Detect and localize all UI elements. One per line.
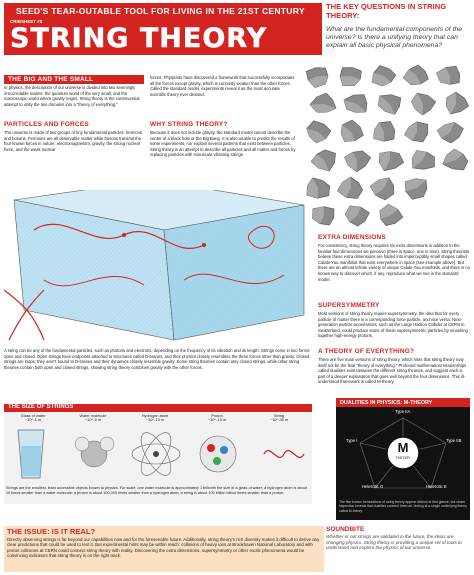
issue-panel (4, 526, 324, 572)
duality-type-4: Heterotic E (426, 484, 447, 489)
duality-type-1: Type IIA (395, 409, 411, 414)
big-and-small-text-2: forces. Physicists have discovered a framework that successfully incorporates all the forces except gravity, which is curiously weaker than the other forces. Called the standard model, experiments reveal it as the most accurate scientific theory ever devised. (150, 75, 295, 97)
extra-dimensions-heading: EXTRA DIMENSIONS (318, 234, 386, 241)
theory-everything-text: There are five main versions of string theory, which hints that string theory may itself not be the final "theory of everything." Profound mathematical relationships called dualities exist between the different string theories, and suggest each is part of a deeper explanation that goes well beyond the four dimensions. This ill-understood framework is called M-theory. (318, 357, 467, 385)
m-theory-letter: M (397, 440, 409, 455)
issue-heading: THE ISSUE: IS IT REAL? (7, 527, 96, 536)
page-title: STRING THEORY (10, 23, 268, 54)
particles-forces-heading: PARTICLES AND FORCES (4, 121, 89, 128)
size-item-2: Water molecule ~10^-9 m (79, 413, 107, 423)
supersymmetry-heading: SUPERSYMMETRY (318, 302, 380, 309)
extra-dimensions-text: For consistency, string theory requires six extra dimensions in addition to the familiar four dimensions we perceive (three in space, one in time). String theorists believe these extra dimensions are folded into imperceptibly small shapes called Calabi-Yau manifolds that exist everywhere in space (see example above). But there are an almost infinite variety of unique Calabi-Yau manifolds, and there is no known way to discover which, if any, reproduce what we see in the standard model. (318, 243, 470, 282)
size-of-strings-bar (4, 404, 312, 412)
why-string-heading: WHY STRING THEORY? (150, 121, 228, 128)
size-of-strings-panel (4, 412, 312, 504)
soundbite-text: Whether or not strings are validated in the future, the ideas are changing physics. String theory is providing a unique set of tools to understand and explore the physics of our universe. (326, 534, 462, 551)
why-string-text: Because it does not include gravity, the standard model cannot describe the center of a black hole or the Big Bang. It is also unable to predict the results of some experiments, nor explain several patterns that exist between particles. String theory is an attempt to describe all particles and all matter and forces by replacing particles with minuscule vibrating strings. (150, 130, 296, 158)
key-questions-heading: THE KEY QUESTIONS IN STRING THEORY: (326, 2, 447, 20)
m-theory-sub: THEORY (395, 456, 411, 460)
calabi-yau-manifolds-illustration (300, 60, 472, 230)
main-caption: A string can be any of the fundamental particles, such as photons and electrons, depending on the frequency of its vibration and its length. Strings come in two forms: open and closed. Open strings have endpoints attached to structures called D-branes, and their physics closely resembles the three forces other than gravity. Closed strings are loops; they aren't bound to D-branes and their dynamics closely resemble gravity. Some string theories contain only closed strings, while other string theories contain both open and closed strings, showing string theory combines gravity with the other forces. (4, 348, 311, 370)
size-item-1: Glass of water ~10^-1 m (20, 413, 46, 423)
theory-everything-heading: A THEORY OF EVERYTHING? (318, 348, 415, 355)
dualities-caption: The five known formulations of string theory appear distinct at first glance, but closer inspection reveals that dualities connect them all, hinting at a single underlying theory called M-theory. (339, 500, 467, 513)
supersymmetry-text: Most versions of string theory require supersymmetry, the idea that for every particle of matter there is a corresponding force particle, and vice versa. Next-generation particle accelerators, such as the Large Hadron Collider at CERN in Switzerland, could produce some of these supersymmetric particles by smashing together high-energy protons. (318, 311, 468, 339)
size-footnote: Strings are the smallest, least accessible objects known to physics. For scale, one water molecule is approximately 1 billionth the size of a glass of water; a hydrogen atom is about 10 times smaller than a water molecule; a proton is about 100,000 times smaller than a hydrogen atom; a string is about 100 billion billion times smaller than a proton. (6, 486, 307, 495)
duality-type-3: Type I (346, 438, 358, 443)
branes-and-strings-illustration (4, 190, 312, 345)
soundbite-heading: SOUNDBITE (326, 526, 365, 533)
size-item-3: Hydrogen atom ~10^-10 m (141, 413, 169, 423)
particles-forces-text: The universe is made of two groups of tiny fundamental particles: fermions and bosons. Fermions are all observable matter while bosons transmit the four known forces in nature: electromagnetism, gravity, the strong nuclear force, and the weak nuclear (4, 130, 143, 152)
dualities-panel (336, 398, 470, 520)
duality-type-5: Heterotic O (362, 484, 384, 489)
proton-icon (200, 436, 236, 472)
soundbite (326, 526, 470, 572)
tagline: SEED'S TEAR-OUTABLE TOOL FOR LIVING IN THE 21ST CENTURY (16, 6, 305, 16)
size-of-strings-heading: THE SIZE OF STRINGS (8, 404, 74, 410)
duality-type-2: Type IIB (446, 438, 462, 443)
size-item-5: String ~10^-35 m (269, 413, 289, 423)
size-item-4: Proton ~10^-15 m (207, 413, 227, 423)
key-questions-text: What are the fundamental components of the universe? Is there a unifying theory that can explain all basic physical phenomena? (326, 26, 463, 50)
issue-text: Directly observing strings is far beyond our capabilities now and for the foreseeable future. Additionally, string theory's rich diversity makes it difficult to derive any clear predictions that could be used to test it. But experimental hints may be within reach: collisions of heavy ions at Brookhaven National Laboratory and with proton collisions at CERN could connect string theory with reality. Discovering the extra dimensions, supersymmetry or other exotic phenomena would be convincing indicators that string theory is on the right track. (7, 537, 320, 559)
dualities-heading: DUALITIES IN PHYSICS: M-THEORY (336, 398, 470, 407)
big-and-small-text-1: In physics, the description of our universe is divided into two seemingly irreconcilable realms: the quantum world of the very small, and the macroscopic world where gravity reigns. String theory is the controversial attempt to unify the two domains into a "theory of everything." (4, 85, 140, 107)
size-scale-illustrations (4, 424, 312, 484)
string-icon (264, 451, 304, 458)
header-banner (4, 3, 322, 55)
cribsheet-label: CRIBSHEET #8 (10, 19, 43, 24)
big-and-small-heading: THE BIG AND THE SMALL (4, 75, 144, 84)
